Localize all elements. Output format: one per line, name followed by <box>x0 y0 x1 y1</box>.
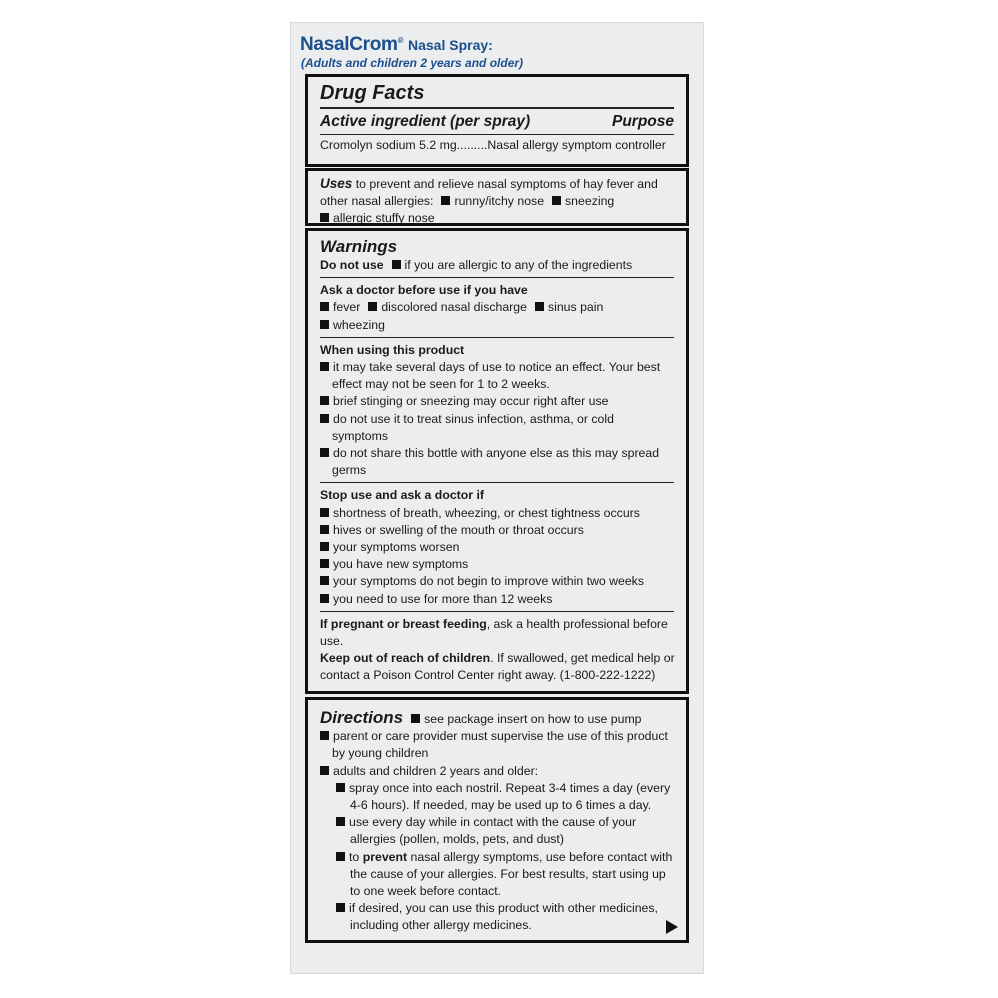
stop-use-item: you need to use for more than 12 weeks <box>320 591 674 608</box>
directions-subitem-cont: including other allergy medicines. <box>350 918 532 933</box>
stop-use-item: your symptoms worsen <box>320 539 674 556</box>
when-using-item: brief stinging or sneezing may occur right after use <box>320 393 674 410</box>
when-using-item: do not use it to treat sinus infection, asthma, or cold <box>320 411 674 428</box>
square-bullet-icon <box>320 508 329 517</box>
ask-doctor-heading: Ask a doctor before use if you have <box>320 283 528 298</box>
pregnant-line-cont: use. <box>320 634 344 649</box>
do-not-use-line: Do not use if you are allergic to any of the ingredients <box>320 258 633 272</box>
divider <box>320 611 674 612</box>
square-bullet-icon <box>320 320 329 329</box>
ask-doctor-items: fever discolored nasal discharge sinus pain <box>320 299 674 316</box>
continue-arrow-icon <box>666 920 678 934</box>
directions-subitem-cont: the cause of your allergies. For best results, start using up <box>350 866 666 881</box>
divider <box>320 337 674 338</box>
directions-box <box>305 697 689 943</box>
drug-facts-box <box>305 74 689 167</box>
drug-facts-title: Drug Facts <box>320 82 425 104</box>
stop-use-item: shortness of breath, wheezing, or chest tightness occurs <box>320 505 674 522</box>
ask-doctor-item-wheezing: wheezing <box>320 317 674 334</box>
directions-subitem-cont: to one week before contact. <box>350 884 502 899</box>
directions-subitem: spray once into each nostril. Repeat 3-4 times a day (every <box>320 780 674 797</box>
square-bullet-icon <box>320 362 329 371</box>
directions-item: adults and children 2 years and older: <box>320 763 674 780</box>
square-bullet-icon <box>320 559 329 568</box>
directions-subitem: use every day while in contact with the cause of your <box>320 814 674 831</box>
square-bullet-icon <box>552 196 561 205</box>
square-bullet-icon <box>320 594 329 603</box>
square-bullet-icon <box>320 448 329 457</box>
directions-item: parent or care provider must supervise the use of this product <box>320 728 674 745</box>
directions-subitem: if desired, you can use this product with other medicines, <box>320 900 674 917</box>
square-bullet-icon <box>320 396 329 405</box>
divider <box>320 107 674 109</box>
age-subhead: (Adults and children 2 years and older) <box>301 56 524 70</box>
active-ingredient-heading: Active ingredient (per spray) <box>320 113 531 130</box>
directions-subitem-cont: 4-6 hours). If needed, may be used up to 6 times a day. <box>350 798 652 813</box>
square-bullet-icon <box>320 302 329 311</box>
uses-line-3: allergic stuffy nose <box>320 210 674 227</box>
when-using-item: do not share this bottle with anyone else as this may spread <box>320 445 674 462</box>
directions-heading: Directions <box>320 708 404 727</box>
stop-use-item: your symptoms do not begin to improve within two weeks <box>320 573 674 590</box>
directions-first-line: Directions see package insert on how to use pump <box>320 708 642 727</box>
square-bullet-icon <box>368 302 377 311</box>
divider <box>320 277 674 278</box>
divider <box>320 482 674 483</box>
directions-subitem: to prevent nasal allergy symptoms, use before contact with <box>320 849 674 866</box>
uses-line-1: Uses to prevent and relieve nasal symptoms of hay fever and <box>320 176 658 191</box>
square-bullet-icon <box>320 731 329 740</box>
square-bullet-icon <box>320 414 329 423</box>
stop-use-heading: Stop use and ask a doctor if <box>320 488 484 503</box>
when-using-item-cont: effect may not be seen for 1 to 2 weeks. <box>332 377 550 392</box>
brand-name: NasalCrom <box>300 34 398 55</box>
active-ingredient-header <box>320 111 674 133</box>
square-bullet-icon <box>336 783 345 792</box>
directions-subitem-cont: allergies (pollen, molds, pets, and dust) <box>350 832 564 847</box>
square-bullet-icon <box>336 852 345 861</box>
square-bullet-icon <box>320 542 329 551</box>
square-bullet-icon <box>441 196 450 205</box>
purpose-heading: Purpose <box>611 113 674 130</box>
when-using-heading: When using this product <box>320 342 465 357</box>
warnings-box <box>305 228 689 694</box>
square-bullet-icon <box>320 213 329 222</box>
warnings-heading: Warnings <box>320 237 398 256</box>
square-bullet-icon <box>320 766 329 775</box>
when-using-item-cont: germs <box>332 463 367 478</box>
uses-line-2: other nasal allergies: runny/itchy nose sneezing <box>320 194 615 209</box>
brand-header <box>300 34 493 56</box>
when-using-item: it may take several days of use to notice an effect. Your best <box>320 359 674 376</box>
uses-heading: Uses <box>320 176 353 191</box>
stop-use-item: hives or swelling of the mouth or throat occurs <box>320 522 674 539</box>
square-bullet-icon <box>336 817 345 826</box>
uses-box <box>305 168 689 226</box>
keep-out-line: Keep out of reach of children. If swallowed, get medical help or <box>320 651 675 666</box>
when-using-item-cont: symptoms <box>332 428 389 443</box>
square-bullet-icon <box>535 302 544 311</box>
square-bullet-icon <box>411 714 420 723</box>
ingredient-line: Cromolyn sodium 5.2 mg.........Nasal allergy symptom controller <box>320 138 666 152</box>
directions-item-cont: by young children <box>332 746 429 761</box>
registered-mark: ® <box>397 36 404 45</box>
stop-use-item: you have new symptoms <box>320 556 674 573</box>
pregnant-line: If pregnant or breast feeding, ask a health professional before <box>320 616 668 631</box>
keep-out-line-cont: contact a Poison Control Center right away. (1-800-222-1222) <box>320 668 656 683</box>
square-bullet-icon <box>392 260 401 269</box>
square-bullet-icon <box>320 525 329 534</box>
divider <box>320 134 674 135</box>
square-bullet-icon <box>320 576 329 585</box>
product-name: Nasal Spray: <box>407 37 493 53</box>
square-bullet-icon <box>336 903 345 912</box>
